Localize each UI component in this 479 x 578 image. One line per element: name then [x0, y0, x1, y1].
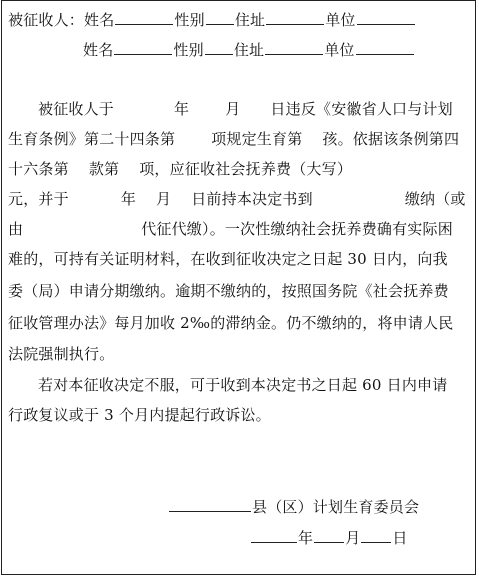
header-prefix: 被征收人： [8, 11, 85, 29]
body-line-11: 行政复议或于 3 个月内提起行政诉讼。 [8, 406, 271, 424]
month-blank[interactable] [314, 528, 344, 543]
text-segment: 孩。依据该条例第四 [322, 130, 460, 148]
body-line-1 [38, 100, 453, 118]
body-line-9: 法院强制执行。 [8, 345, 115, 363]
body-line-2 [8, 130, 459, 148]
address-label: 住址 [234, 11, 266, 29]
unit-label-2: 单位 [324, 41, 355, 59]
address-label-2: 住址 [233, 41, 265, 59]
text-segment: 被征收人于 [38, 100, 115, 118]
body-line-4 [8, 190, 466, 208]
text-segment: 生育条例》第二十四条第 [8, 130, 176, 148]
name-blank-2[interactable] [114, 40, 172, 55]
gender-blank-2[interactable] [205, 40, 233, 55]
header-row-2 [83, 40, 415, 59]
day-blank[interactable] [361, 528, 391, 543]
date-year-label: 年 [298, 529, 314, 547]
date-day-label: 日 [392, 529, 408, 547]
name-blank[interactable] [115, 10, 173, 25]
unit-label: 单位 [325, 11, 356, 29]
month-label: 月 [156, 190, 172, 208]
text-segment: 缴纳（或 [404, 190, 466, 208]
gender-label-2: 性别 [173, 41, 204, 59]
text-segment: 十六条第 [8, 160, 69, 178]
body-line-5 [8, 220, 453, 238]
signature-label: 县（区）计划生育委员会 [252, 498, 420, 516]
gender-label: 性别 [174, 11, 205, 29]
gender-blank[interactable] [206, 10, 234, 25]
text-segment: 款第 [88, 160, 120, 178]
header-row-1 [8, 10, 416, 29]
signature-line [168, 497, 419, 516]
text-segment: 由 [8, 220, 24, 238]
body-line-7: 委（局）申请分期缴纳。逾期不缴纳的，按照国务院《社会抚养费 [8, 282, 449, 300]
year-label: 年 [120, 190, 137, 208]
name-label: 姓名 [84, 11, 115, 29]
unit-blank-2[interactable] [356, 40, 414, 55]
date-month-label: 月 [345, 529, 361, 547]
year-label: 年 [174, 100, 190, 118]
county-blank[interactable] [169, 497, 251, 512]
text-segment: 日违反《安徽省人口与计划 [270, 100, 453, 118]
unit-blank[interactable] [357, 10, 415, 25]
body-line-6: 难的，可持有关证明材料，在收到征收决定之日起 30 日内，向我 [8, 250, 448, 268]
text-segment: 项，应征收社会抚养费（大写） [139, 160, 353, 178]
body-line-8: 征收管理办法》每月加收 2‰的滞纳金。仍不缴纳的，将申请人民 [8, 314, 454, 332]
name-label-2: 姓名 [83, 41, 114, 59]
text-segment: 代征代缴）。一次性缴纳社会抚养费确有实际困 [141, 220, 453, 238]
text-segment: 日前持本决定书到 [191, 190, 313, 208]
body-line-3 [8, 160, 352, 178]
address-blank[interactable] [266, 10, 324, 25]
body-line-10: 若对本征收决定不服，可于收到本决定书之日起 60 日内申请 [38, 376, 448, 394]
year-blank[interactable] [251, 528, 297, 543]
text-segment: 元，并于 [8, 190, 69, 208]
month-label: 月 [225, 100, 241, 118]
date-line [250, 528, 408, 547]
address-blank-2[interactable] [265, 40, 323, 55]
text-segment: 项规定生育第 [211, 130, 303, 148]
